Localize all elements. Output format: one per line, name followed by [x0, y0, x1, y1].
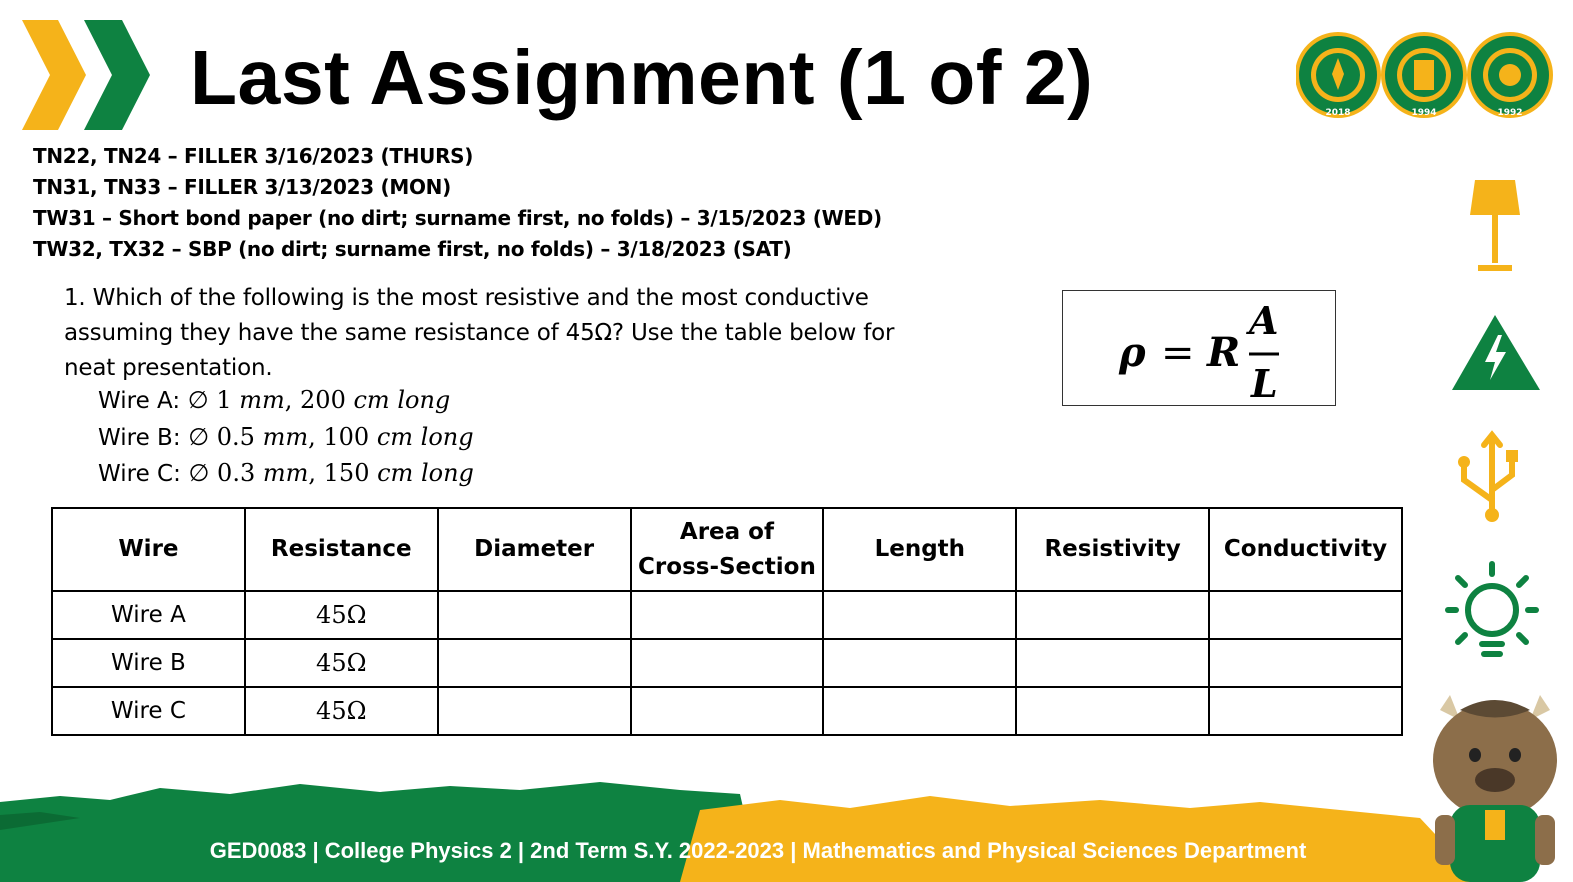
cell-diameter [438, 639, 631, 687]
diameter-symbol: ∅ [187, 386, 209, 414]
cell-conductivity [1209, 591, 1402, 639]
cell-resistance: 45Ω [245, 687, 438, 735]
wire-list [98, 383, 474, 493]
cell-length [823, 687, 1016, 735]
feu-tech-seal-icon [1469, 34, 1551, 118]
cell-area [631, 639, 824, 687]
length-unit: cm long [353, 386, 451, 414]
chevron-arrows-icon [0, 0, 160, 140]
table-row [52, 591, 1402, 639]
diameter-unit: mm [262, 459, 309, 487]
wire-item: Wire C: ∅ 0.3 mm, 150 cm long [98, 459, 474, 487]
cell-resistance: 45Ω [245, 639, 438, 687]
seal-year-1994: 1994 [1411, 108, 1437, 118]
formula-equals: = [1161, 330, 1195, 376]
cell-wire: Wire B [52, 639, 245, 687]
col-header-conductivity: Conductivity [1209, 508, 1402, 591]
school-logos [1296, 22, 1556, 128]
wire-label: Wire B: [98, 424, 181, 451]
cell-resistance: 45Ω [245, 591, 438, 639]
cell-area [631, 687, 824, 735]
length-unit: cm long [376, 422, 474, 451]
wire-label: Wire A: [98, 388, 181, 414]
feu-diliman-seal-icon [1383, 34, 1465, 118]
wire-diameter: 0.5 [216, 422, 255, 451]
formula-denominator: L [1251, 361, 1278, 405]
col-header-area: Area of Cross-Section [631, 508, 824, 591]
schedule-line: TN22, TN24 – FILLER 3/16/2023 (THURS) [33, 144, 474, 168]
question-text: 1. Which of the following is the most resistive and the most conductive assuming they have the same resistance of 45Ω? Use the table below for neat presentation. [64, 285, 895, 381]
wire-diameter: 0.3 [217, 459, 256, 487]
seal-year-2018: 2018 [1325, 108, 1351, 118]
col-header-wire: Wire [52, 508, 245, 591]
wire-diameter: 1 [216, 386, 232, 414]
cell-wire: Wire A [52, 591, 245, 639]
formula-numerator: A [1249, 298, 1279, 343]
wire-item: Wire B: ∅ 0.5 mm, 100 cm long [98, 422, 474, 451]
schedule-line: TW31 – Short bond paper (no dirt; surname first, no folds) – 3/15/2023 (WED) [33, 206, 882, 230]
section-schedule [33, 141, 882, 265]
cell-length [823, 639, 1016, 687]
table-row [52, 687, 1402, 735]
cell-area [631, 591, 824, 639]
resistivity-formula [1063, 291, 1335, 405]
schedule-line: TN31, TN33 – FILLER 3/13/2023 (MON) [33, 175, 451, 199]
table-row [52, 639, 1402, 687]
cell-resistivity [1016, 591, 1209, 639]
high-voltage-icon [1452, 315, 1540, 390]
schedule-line: TW32, TX32 – SBP (no dirt; surname first, no folds) – 3/18/2023 (SAT) [33, 237, 792, 261]
wire-length: 100 [323, 422, 370, 451]
cell-resistivity [1016, 687, 1209, 735]
cell-diameter [438, 591, 631, 639]
feu-alabang-seal-icon [1297, 34, 1379, 118]
formula-r: R [1207, 329, 1241, 376]
cell-conductivity [1209, 687, 1402, 735]
side-icons [1440, 170, 1550, 690]
diameter-symbol: ∅ [188, 459, 210, 487]
wire-label: Wire C: [98, 461, 181, 487]
usb-icon [1458, 435, 1518, 522]
tamaraw-mascot-icon [1420, 690, 1570, 882]
col-header-resistivity: Resistivity [1016, 508, 1209, 591]
cell-wire: Wire C [52, 687, 245, 735]
slide-title: Last Assignment (1 of 2) [190, 35, 1094, 121]
length-unit: cm long [377, 459, 474, 487]
seal-year-1992: 1992 [1497, 108, 1523, 118]
col-header-resistance: Resistance [245, 508, 438, 591]
diameter-unit: mm [262, 422, 309, 451]
wire-length: 200 [300, 386, 346, 414]
resistivity-formula-box [1062, 290, 1336, 406]
formula-rho: ρ [1119, 329, 1146, 376]
col-header-diameter: Diameter [438, 508, 631, 591]
diameter-symbol: ∅ [188, 422, 210, 451]
lightbulb-icon [1448, 564, 1536, 654]
col-header-length: Length [823, 508, 1016, 591]
cell-length [823, 591, 1016, 639]
lamp-icon [1470, 180, 1520, 271]
wire-item: Wire A: ∅ 1 mm, 200 cm long [98, 386, 451, 414]
cell-conductivity [1209, 639, 1402, 687]
wire-length: 150 [323, 459, 370, 487]
cell-resistivity [1016, 639, 1209, 687]
footer-course-info: GED0083 | College Physics 2 | 2nd Term S.Y. 2022-2023 | Mathematics and Physical Sciences Department [209, 838, 1307, 863]
wire-table [51, 507, 1403, 736]
cell-diameter [438, 687, 631, 735]
diameter-unit: mm [239, 386, 285, 414]
table-header-row [52, 508, 1402, 591]
